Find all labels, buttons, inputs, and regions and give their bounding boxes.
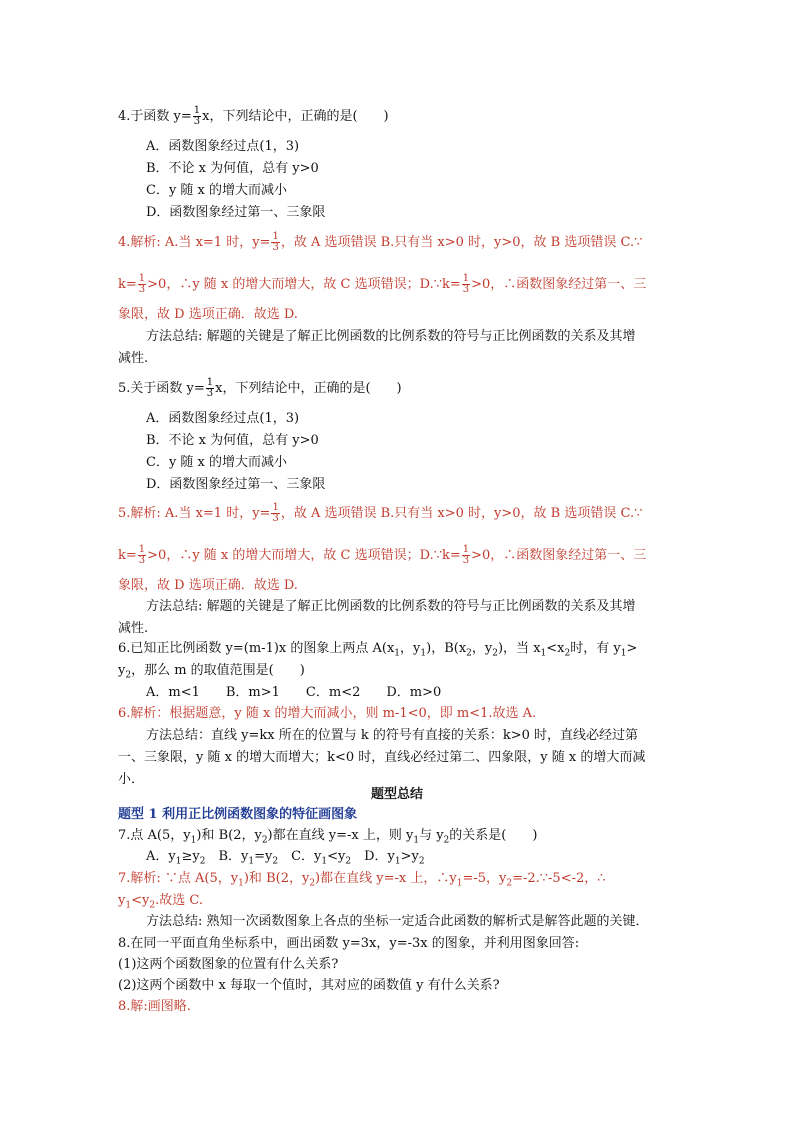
q5-option-d: D．函数图象经过第一、三象限 bbox=[146, 477, 326, 492]
q5-option-b: B．不论 x 为何值，总有 y>0 bbox=[146, 433, 319, 448]
q7-options: A．$y_1\ge y_2$ B．$y_1=y_2$ C．$y_1<y_2$ D．$y_1>y_2$ bbox=[146, 849, 425, 867]
q4-method-line2: 减性. bbox=[118, 351, 149, 366]
q6-stem-line2: $y_2$，那么 m 的取值范围是( ) bbox=[118, 663, 305, 681]
q4-option-d: D．函数图象经过第一、三象限 bbox=[146, 205, 326, 220]
q8-stem-line1: 8.在同一平面直角坐标系中，画出函数 y=3x，y=-3x 的图象，并利用图象回答: bbox=[118, 936, 580, 951]
q6-stem-line1: 6.已知正比例函数 y=(m-1)x 的图象上两点 $A(x_1$，$y_1$)，$B(x_2$，$y_2$)，当 $x_1<x_2$时，有 $y_1>$ bbox=[118, 641, 638, 659]
fraction: $\frac{1}{3}$ bbox=[193, 105, 201, 127]
q4-option-c: C．y 随 x 的增大而减小 bbox=[146, 183, 288, 198]
q4-option-b: B．不论 x 为何值，总有 y>0 bbox=[146, 161, 319, 176]
q4-answer-line3: 象限，故 D 选项正确．故选 D. bbox=[118, 307, 298, 322]
q7-stem: 7.点 A(5，$y_1$)和 B(2，$y_2$)都在直线 y=-x 上，则 $y_1$与 $y_2$的关系是( ) bbox=[118, 828, 538, 846]
q6-method-line1: 方法总结：直线 y=kx 所在的位置与 k 的符号有直接的关系：k>0 时，直线必经过第 bbox=[146, 728, 639, 743]
q8-stem-line2: (1)这两个函数图象的位置有什么关系? bbox=[118, 957, 339, 972]
q6-options: A．m<1 B．m>1 C．m<2 D．m>0 bbox=[146, 685, 442, 700]
q5-method-line2: 减性. bbox=[118, 621, 149, 636]
q8-stem-line3: (2)这两个函数中 x 每取一个值时，其对应的函数值 y 有什么关系? bbox=[118, 978, 500, 993]
q4-option-a: A．函数图象经过点(1，3) bbox=[146, 139, 300, 154]
q6-method-line3: 小． bbox=[118, 772, 145, 787]
q7-answer-line2: $y_1<y_2$.故选 C. bbox=[118, 893, 203, 911]
q5-stem: 5.关于函数 y= $\frac{1}{3}$ x，下列结论中，正确的是( ) bbox=[118, 377, 402, 399]
q4-answer-line2: k= $\frac{1}{3}$ >0，∴y 随 x 的增大而增大，故 C 选项错误；D.∵k= $\frac{1}{3}$ >0，∴函数图象经过第一、三 bbox=[118, 273, 647, 295]
q5-option-a: A．函数图象经过点(1，3) bbox=[146, 411, 300, 426]
q5-answer-line1: 5.解析: A.当 x=1 时，y= $\frac{1}{3}$ ，故 A 选项错误 B.只有当 x>0 时，y>0，故 B 选项错误 C.∵ bbox=[118, 502, 643, 524]
type1-title: 题型 1 利用正比例函数图象的特征画图象 bbox=[118, 807, 358, 822]
q4-method-line1: 方法总结: 解题的关键是了解正比例函数的比例系数的符号与正比例函数的关系及其增 bbox=[146, 329, 636, 344]
q5-option-c: C．y 随 x 的增大而减小 bbox=[146, 455, 288, 470]
q6-answer: 6.解析：根据题意，y 随 x 的增大而减小，则 m-1<0，即 m<1.故选 A. bbox=[118, 706, 537, 721]
q6-method-line2: 一、三象限，y 随 x 的增大而增大；k<0 时，直线必经过第二、四象限，y 随 x 的增大而减 bbox=[118, 750, 646, 765]
section-title: 题型总结 bbox=[370, 787, 423, 802]
q5-answer-line2: k= $\frac{1}{3}$ >0，∴y 随 x 的增大而增大，故 C 选项错误；D.∵k= $\frac{1}{3}$ >0，∴函数图象经过第一、三 bbox=[118, 544, 647, 566]
q4-stem: 4.于函数 y= $\frac{1}{3}$ x，下列结论中，正确的是( ) bbox=[118, 105, 389, 127]
q5-method-line1: 方法总结: 解题的关键是了解正比例函数的比例系数的符号与正比例函数的关系及其增 bbox=[146, 599, 636, 614]
q5-answer-line3: 象限，故 D 选项正确．故选 D. bbox=[118, 578, 298, 593]
q8-answer: 8.解:画图略. bbox=[118, 999, 191, 1014]
q4-answer-line1: 4.解析: A.当 x=1 时，y= $\frac{1}{3}$ ，故 A 选项错误 B.只有当 x>0 时，y>0，故 B 选项错误 C.∵ bbox=[118, 231, 643, 253]
q7-method: 方法总结: 熟知一次函数图象上各点的坐标一定适合此函数的解析式是解答此题的关键． bbox=[146, 914, 649, 929]
q7-answer-line1: 7.解析: ∵点 A(5，$y_1$)和 B(2，$y_2$)都在直线 y=-x 上，$\therefore y_1=-5$，$y_2=-2.\because-5<-2$，∴ bbox=[118, 871, 606, 889]
